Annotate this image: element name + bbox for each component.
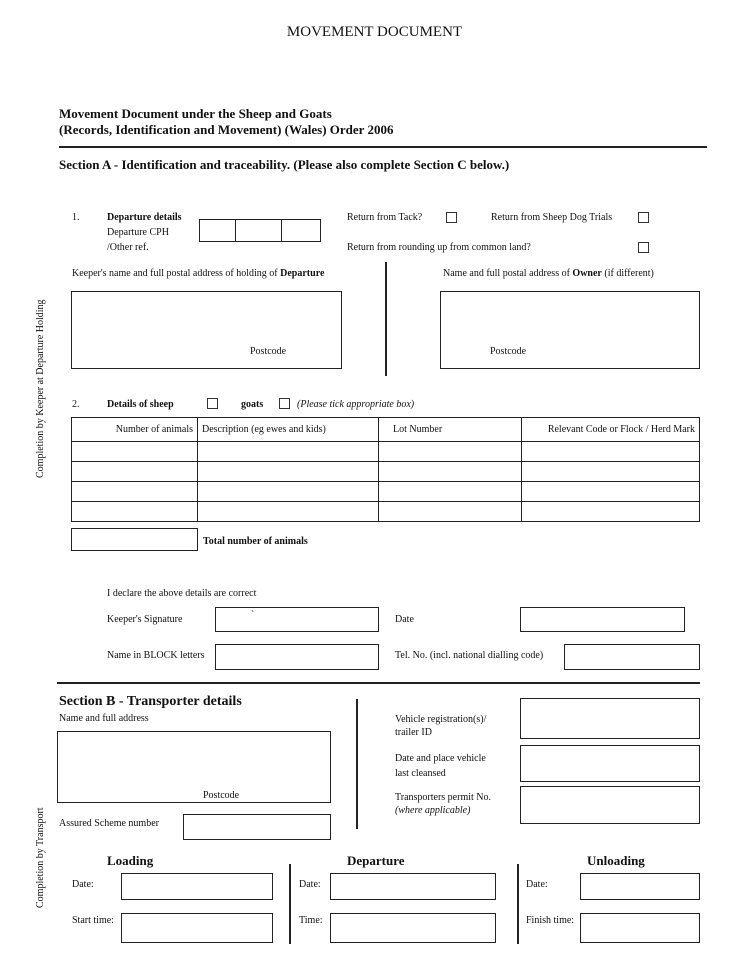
return-tack-checkbox[interactable]	[446, 212, 457, 223]
cell-number[interactable]	[72, 442, 198, 462]
goats-checkbox[interactable]	[279, 398, 290, 409]
cleansed-field[interactable]	[520, 745, 700, 782]
cph-field-3[interactable]	[281, 219, 321, 242]
unloading-time-field[interactable]	[580, 913, 700, 943]
other-ref-label: /Other ref.	[107, 242, 149, 253]
cell-description[interactable]	[198, 502, 379, 522]
total-animals-field[interactable]	[71, 528, 198, 551]
cleansed-label: Date and place vehicle last cleansed	[395, 753, 486, 779]
owner-address-label: Name and full postal address of Owner (if different)	[443, 268, 654, 279]
transporter-address-field[interactable]	[57, 731, 331, 803]
column-divider	[289, 864, 291, 944]
unloading-date-label: Date:	[526, 879, 548, 890]
document-title: MOVEMENT DOCUMENT	[286, 24, 463, 40]
block-name-field[interactable]	[215, 644, 379, 670]
total-animals-label: Total number of animals	[203, 536, 308, 547]
details-number: 2.	[72, 399, 80, 410]
section-a-side-label: Completion by Keeper at Departure Holding	[35, 299, 46, 478]
return-common-checkbox[interactable]	[638, 242, 649, 253]
tick-hint: (Please tick appropriate box)	[297, 399, 415, 410]
unloading-time-label: Finish time:	[526, 915, 575, 926]
col-header-lot: Lot Number	[379, 418, 522, 442]
vehicle-reg-field[interactable]	[520, 698, 700, 739]
departure-time-label: Time:	[299, 915, 323, 926]
departure-date-field[interactable]	[330, 873, 496, 900]
block-name-label: Name in BLOCK letters	[107, 650, 205, 661]
divider	[59, 146, 707, 148]
table-row	[72, 462, 700, 482]
tel-field[interactable]	[564, 644, 700, 670]
signature-label: Keeper's Signature	[107, 614, 183, 625]
cell-lot[interactable]	[379, 462, 522, 482]
details-sheep-label: Details of sheep	[107, 399, 174, 410]
column-divider	[356, 699, 358, 829]
cell-description[interactable]	[198, 442, 379, 462]
section-a-heading: Section A - Identification and traceability. (Please also complete Section C below.)	[59, 157, 510, 172]
unloading-date-field[interactable]	[580, 873, 700, 900]
cell-description[interactable]	[198, 482, 379, 502]
cph-field-1[interactable]	[199, 219, 237, 242]
permit-label: Transporters permit No. (where applicable)	[395, 792, 492, 816]
transporter-address-label: Name and full address	[59, 713, 149, 724]
departure-date-label: Date:	[299, 879, 321, 890]
return-common-label: Return from rounding up from common land?	[347, 242, 531, 253]
col-header-flock-mark: Relevant Code or Flock / Herd Mark	[522, 418, 700, 442]
owner-postcode-label: Postcode	[490, 346, 527, 357]
table-header-row	[72, 418, 700, 442]
vehicle-reg-label: Vehicle registration(s)/ trailer ID	[395, 714, 487, 738]
sheep-checkbox[interactable]	[207, 398, 218, 409]
column-divider	[385, 262, 387, 376]
unloading-heading: Unloading	[587, 853, 645, 868]
cell-flock-mark[interactable]	[522, 502, 700, 522]
column-divider	[517, 864, 519, 944]
return-sheepdog-label: Return from Sheep Dog Trials	[491, 212, 613, 223]
declaration-text: I declare the above details are correct	[107, 588, 257, 599]
animals-table	[71, 417, 700, 522]
departure-time-field[interactable]	[330, 913, 496, 943]
assured-scheme-field[interactable]	[183, 814, 331, 840]
keeper-postcode-label: Postcode	[250, 346, 287, 357]
return-tack-label: Return from Tack?	[347, 212, 423, 223]
cell-lot[interactable]	[379, 482, 522, 502]
transporter-postcode-label: Postcode	[203, 790, 240, 801]
loading-heading: Loading	[107, 853, 154, 868]
cell-lot[interactable]	[379, 442, 522, 462]
tel-label: Tel. No. (incl. national dialling code)	[395, 650, 544, 661]
permit-field[interactable]	[520, 786, 700, 824]
loading-date-label: Date:	[72, 879, 94, 890]
divider	[57, 682, 700, 684]
keeper-address-field[interactable]	[71, 291, 342, 369]
assured-scheme-label: Assured Scheme number	[59, 818, 159, 829]
col-header-number: Number of animals	[72, 418, 198, 442]
cell-number[interactable]	[72, 502, 198, 522]
section-b-heading: Section B - Transporter details	[59, 694, 242, 709]
declaration-date-field[interactable]	[520, 607, 685, 632]
cell-number[interactable]	[72, 462, 198, 482]
signature-field[interactable]	[215, 607, 379, 632]
table-row	[72, 482, 700, 502]
cell-flock-mark[interactable]	[522, 462, 700, 482]
departure-number: 1.	[72, 212, 80, 223]
table-row	[72, 502, 700, 522]
return-sheepdog-checkbox[interactable]	[638, 212, 649, 223]
cell-flock-mark[interactable]	[522, 442, 700, 462]
order-title-line1: Movement Document under the Sheep and Goats	[59, 106, 332, 121]
cell-flock-mark[interactable]	[522, 482, 700, 502]
departure-cph-label: Departure CPH	[107, 227, 169, 238]
col-header-description: Description (eg ewes and kids)	[198, 418, 379, 442]
cell-description[interactable]	[198, 462, 379, 482]
table-row	[72, 442, 700, 462]
loading-time-label: Start time:	[72, 915, 114, 926]
owner-address-field[interactable]	[440, 291, 700, 369]
departure-heading: Departure	[347, 853, 405, 868]
signature-mark: `	[251, 610, 255, 621]
keeper-address-label: Keeper's name and full postal address of holding of Departure	[72, 268, 325, 279]
date-label: Date	[395, 614, 414, 625]
departure-details-label: Departure details	[107, 212, 182, 223]
cell-lot[interactable]	[379, 502, 522, 522]
order-title-line2: (Records, Identification and Movement) (Wales) Order 2006	[59, 122, 394, 137]
details-goats-label: goats	[241, 399, 264, 410]
cell-number[interactable]	[72, 482, 198, 502]
loading-time-field[interactable]	[121, 913, 273, 943]
loading-date-field[interactable]	[121, 873, 273, 900]
section-b-side-label: Completion by Transport	[35, 807, 46, 908]
cph-field-2[interactable]	[235, 219, 283, 242]
